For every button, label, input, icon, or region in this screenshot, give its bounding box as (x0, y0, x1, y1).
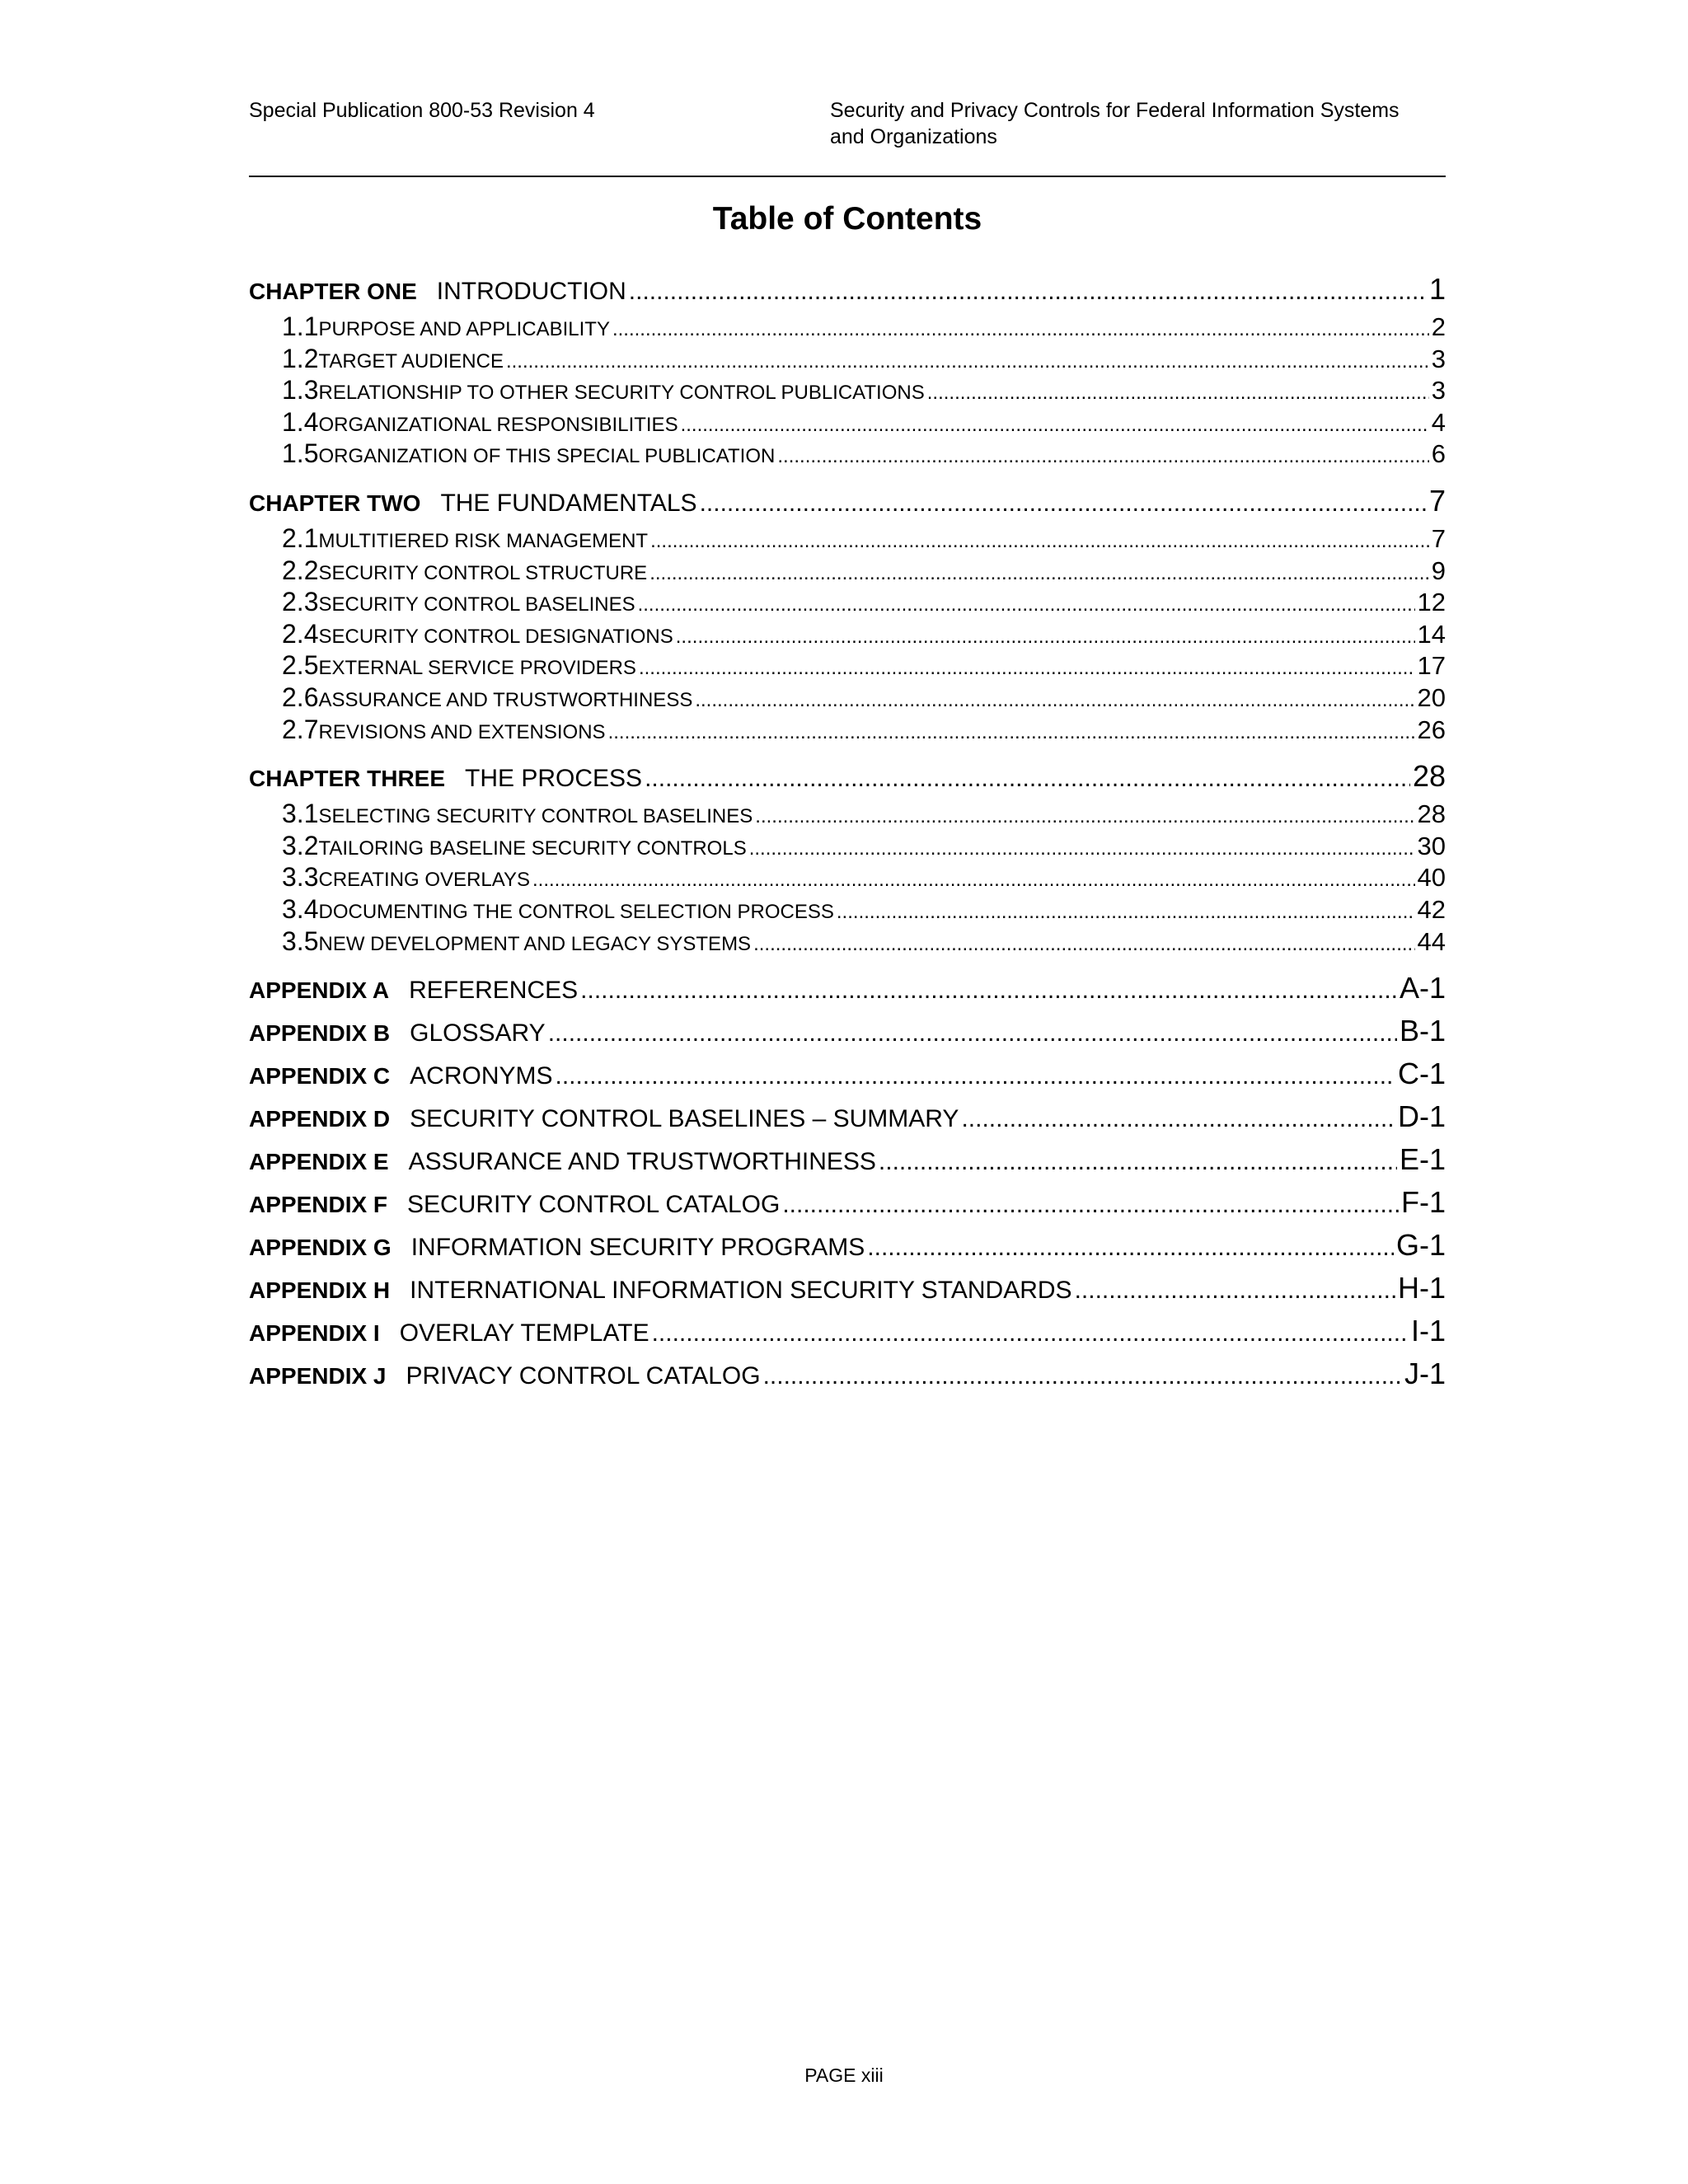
section-number: 2.6 (282, 682, 319, 712)
appendix-title: PRIVACY CONTROL CATALOG (406, 1362, 761, 1390)
section-title: NEW DEVELOPMENT AND LEGACY SYSTEMS (318, 932, 752, 955)
dot-leader (548, 1012, 1397, 1055)
toc-section-3-5[interactable] (249, 926, 1446, 958)
page-number: J-1 (1404, 1357, 1446, 1391)
running-header-right (830, 97, 1456, 150)
toc-appendix-h[interactable] (249, 1267, 1446, 1310)
page-number: C-1 (1397, 1057, 1446, 1091)
toc-chapter-three[interactable] (249, 755, 1446, 798)
section-number: 3.4 (282, 893, 319, 924)
toc-chapter-two[interactable] (249, 480, 1446, 523)
page-number: 44 (1417, 926, 1446, 956)
toc-appendix-f[interactable] (249, 1181, 1446, 1224)
dot-leader (927, 377, 1429, 410)
appendix-title: ACRONYMS (410, 1062, 553, 1090)
running-header-right-line2: and Organizations (830, 125, 997, 148)
appendix-title: INTERNATIONAL INFORMATION SECURITY STANDARDS (410, 1277, 1072, 1305)
page-number: 26 (1417, 715, 1446, 744)
appendix-title: SECURITY CONTROL BASELINES – SUMMARY (410, 1105, 959, 1133)
section-title: RELATIONSHIP TO OTHER SECURITY CONTROL PUBLICATIONS (318, 382, 925, 405)
dot-leader (777, 441, 1428, 473)
section-title: DOCUMENTING THE CONTROL SELECTION PROCESS (318, 900, 834, 923)
section-title: MULTITIERED RISK MANAGEMENT (318, 529, 649, 552)
section-number: 1.3 (282, 375, 319, 405)
dot-leader (700, 482, 1427, 525)
dot-leader (645, 757, 1410, 800)
dot-leader (612, 314, 1429, 346)
toc-section-3-3[interactable] (249, 861, 1446, 893)
chapter-label: CHAPTER ONE (249, 279, 417, 304)
dot-leader (638, 589, 1415, 621)
section-number: 2.3 (282, 587, 319, 617)
chapter-title: INTRODUCTION (436, 278, 626, 305)
dot-leader (749, 833, 1415, 865)
toc-appendix-i[interactable] (249, 1310, 1446, 1352)
section-number: 3.1 (282, 799, 319, 829)
section-title: CREATING OVERLAYS (318, 869, 530, 892)
appendix-title: REFERENCES (409, 977, 579, 1005)
page-number: B-1 (1399, 1014, 1446, 1048)
section-title: ASSURANCE AND TRUSTWORTHINESS (318, 688, 693, 711)
toc-section-1-4[interactable] (249, 406, 1446, 438)
toc-section-1-1[interactable] (249, 311, 1446, 343)
appendix-label: APPENDIX C (249, 1063, 391, 1090)
page-number: 14 (1417, 619, 1446, 649)
dot-leader (506, 346, 1429, 378)
page-number: 12 (1417, 588, 1446, 617)
section-title: REVISIONS AND EXTENSIONS (318, 720, 606, 743)
appendix-title: ASSURANCE AND TRUSTWORTHINESS (408, 1148, 876, 1176)
toc-appendix-g[interactable] (249, 1224, 1446, 1267)
toc-title: Table of Contents (712, 201, 982, 237)
toc-section-3-1[interactable] (249, 798, 1446, 830)
toc-section-1-3[interactable] (249, 374, 1446, 406)
toc-appendix-a[interactable] (249, 967, 1446, 1010)
toc-chapter-one[interactable] (249, 268, 1446, 311)
section-number: 1.2 (282, 343, 319, 373)
page-number: 28 (1417, 799, 1446, 829)
page-number: 40 (1417, 863, 1446, 893)
page-footer: PAGE xiii (804, 2064, 884, 2086)
toc-appendix-e[interactable] (249, 1138, 1446, 1181)
dot-leader (676, 621, 1415, 654)
section-title: TARGET AUDIENCE (318, 349, 504, 373)
appendix-label: APPENDIX F (249, 1192, 388, 1218)
page-number: H-1 (1397, 1271, 1446, 1305)
section-number: 3.5 (282, 926, 319, 956)
section-title: SELECTING SECURITY CONTROL BASELINES (318, 805, 753, 828)
section-number: 3.3 (282, 862, 319, 893)
page-number: G-1 (1395, 1228, 1446, 1263)
dot-leader (837, 897, 1415, 929)
dot-leader (580, 969, 1397, 1012)
section-title: PURPOSE AND APPLICABILITY (318, 318, 610, 340)
running-header-right-line1: Security and Privacy Controls for Federal Information Systems (830, 99, 1400, 122)
page-number: 28 (1412, 759, 1446, 794)
dot-leader (879, 1141, 1397, 1183)
toc-appendix-d[interactable] (249, 1095, 1446, 1138)
page-number: 4 (1431, 407, 1446, 437)
appendix-title: INFORMATION SECURITY PROGRAMS (410, 1234, 865, 1262)
section-number: 1.4 (282, 406, 319, 437)
chapter-label: CHAPTER THREE (249, 766, 446, 792)
section-number: 1.1 (282, 312, 319, 341)
page-number: A-1 (1399, 971, 1446, 1005)
dot-leader (755, 801, 1414, 833)
section-title: SECURITY CONTROL DESIGNATIONS (318, 625, 673, 648)
section-number: 2.4 (282, 618, 319, 649)
toc-section-3-4[interactable] (249, 893, 1446, 926)
toc-section-2-1[interactable] (249, 523, 1446, 555)
dot-leader (782, 1183, 1399, 1226)
page-number: 42 (1417, 894, 1446, 924)
appendix-label: APPENDIX H (249, 1277, 391, 1304)
page-number: 1 (1428, 272, 1446, 306)
toc-section-1-5[interactable] (249, 438, 1446, 470)
toc-section-2-7[interactable] (249, 714, 1446, 746)
toc-appendix-b[interactable] (249, 1010, 1446, 1052)
table-of-contents (249, 268, 1446, 1395)
chapter-label: CHAPTER TWO (249, 490, 421, 516)
dot-leader (649, 558, 1429, 590)
page-number: I-1 (1410, 1314, 1446, 1348)
appendix-title: GLOSSARY (410, 1019, 546, 1047)
running-header-left: Special Publication 800-53 Revision 4 (249, 99, 595, 122)
toc-section-2-2[interactable] (249, 555, 1446, 587)
toc-section-2-6[interactable] (249, 682, 1446, 714)
toc-appendix-c[interactable] (249, 1052, 1446, 1095)
dot-leader (753, 929, 1414, 961)
toc-section-3-2[interactable] (249, 830, 1446, 862)
section-title: EXTERNAL SERVICE PROVIDERS (318, 657, 636, 680)
dot-leader (629, 270, 1427, 313)
toc-section-2-5[interactable] (249, 649, 1446, 682)
toc-section-2-3[interactable] (249, 586, 1446, 618)
dot-leader (681, 410, 1429, 442)
section-number: 2.5 (282, 650, 319, 681)
appendix-label: APPENDIX I (249, 1320, 380, 1347)
dot-leader (695, 685, 1414, 717)
appendix-label: APPENDIX G (249, 1235, 392, 1261)
page-number: E-1 (1399, 1142, 1446, 1177)
dot-leader (639, 653, 1415, 685)
dot-leader (763, 1355, 1402, 1398)
page-number: 2 (1431, 312, 1446, 341)
page-number: 7 (1428, 483, 1446, 518)
section-title: ORGANIZATION OF THIS SPECIAL PUBLICATION (318, 445, 776, 468)
toc-appendix-j[interactable] (249, 1352, 1446, 1395)
chapter-title: THE FUNDAMENTALS (440, 489, 697, 517)
page-number: 30 (1417, 831, 1446, 860)
section-number: 2.2 (282, 555, 319, 585)
dot-leader (650, 526, 1429, 558)
appendix-label: APPENDIX E (249, 1149, 389, 1175)
appendix-label: APPENDIX B (249, 1020, 391, 1047)
section-number: 3.2 (282, 830, 319, 860)
toc-section-2-4[interactable] (249, 618, 1446, 650)
appendix-label: APPENDIX A (249, 977, 390, 1004)
section-number: 1.5 (282, 438, 319, 469)
section-title: TAILORING BASELINE SECURITY CONTROLS (318, 837, 747, 860)
page-number: 3 (1431, 344, 1446, 373)
page-number: 17 (1417, 651, 1446, 681)
dot-leader (1075, 1269, 1395, 1312)
header-divider (249, 176, 1446, 177)
page-number: 20 (1417, 682, 1446, 712)
page-number: 6 (1431, 439, 1446, 469)
section-title: SECURITY CONTROL BASELINES (318, 593, 635, 616)
dot-leader (867, 1226, 1394, 1269)
dot-leader (532, 865, 1415, 897)
page-number: 9 (1431, 555, 1446, 585)
section-number: 2.1 (282, 523, 319, 553)
dot-leader (961, 1098, 1395, 1141)
dot-leader (556, 1055, 1395, 1098)
page-number: 7 (1431, 523, 1446, 553)
section-number: 2.7 (282, 714, 319, 744)
appendix-label: APPENDIX J (249, 1363, 387, 1390)
appendix-label: APPENDIX D (249, 1106, 391, 1132)
dot-leader (652, 1312, 1409, 1355)
page-number: F-1 (1401, 1185, 1446, 1220)
page-number: D-1 (1397, 1099, 1446, 1134)
page-number: 3 (1431, 376, 1446, 405)
section-title: SECURITY CONTROL STRUCTURE (318, 561, 648, 584)
chapter-title: THE PROCESS (465, 765, 643, 793)
dot-leader (608, 717, 1415, 749)
toc-section-1-2[interactable] (249, 343, 1446, 375)
appendix-title: SECURITY CONTROL CATALOG (407, 1191, 781, 1219)
appendix-title: OVERLAY TEMPLATE (399, 1319, 649, 1347)
section-title: ORGANIZATIONAL RESPONSIBILITIES (318, 413, 678, 436)
